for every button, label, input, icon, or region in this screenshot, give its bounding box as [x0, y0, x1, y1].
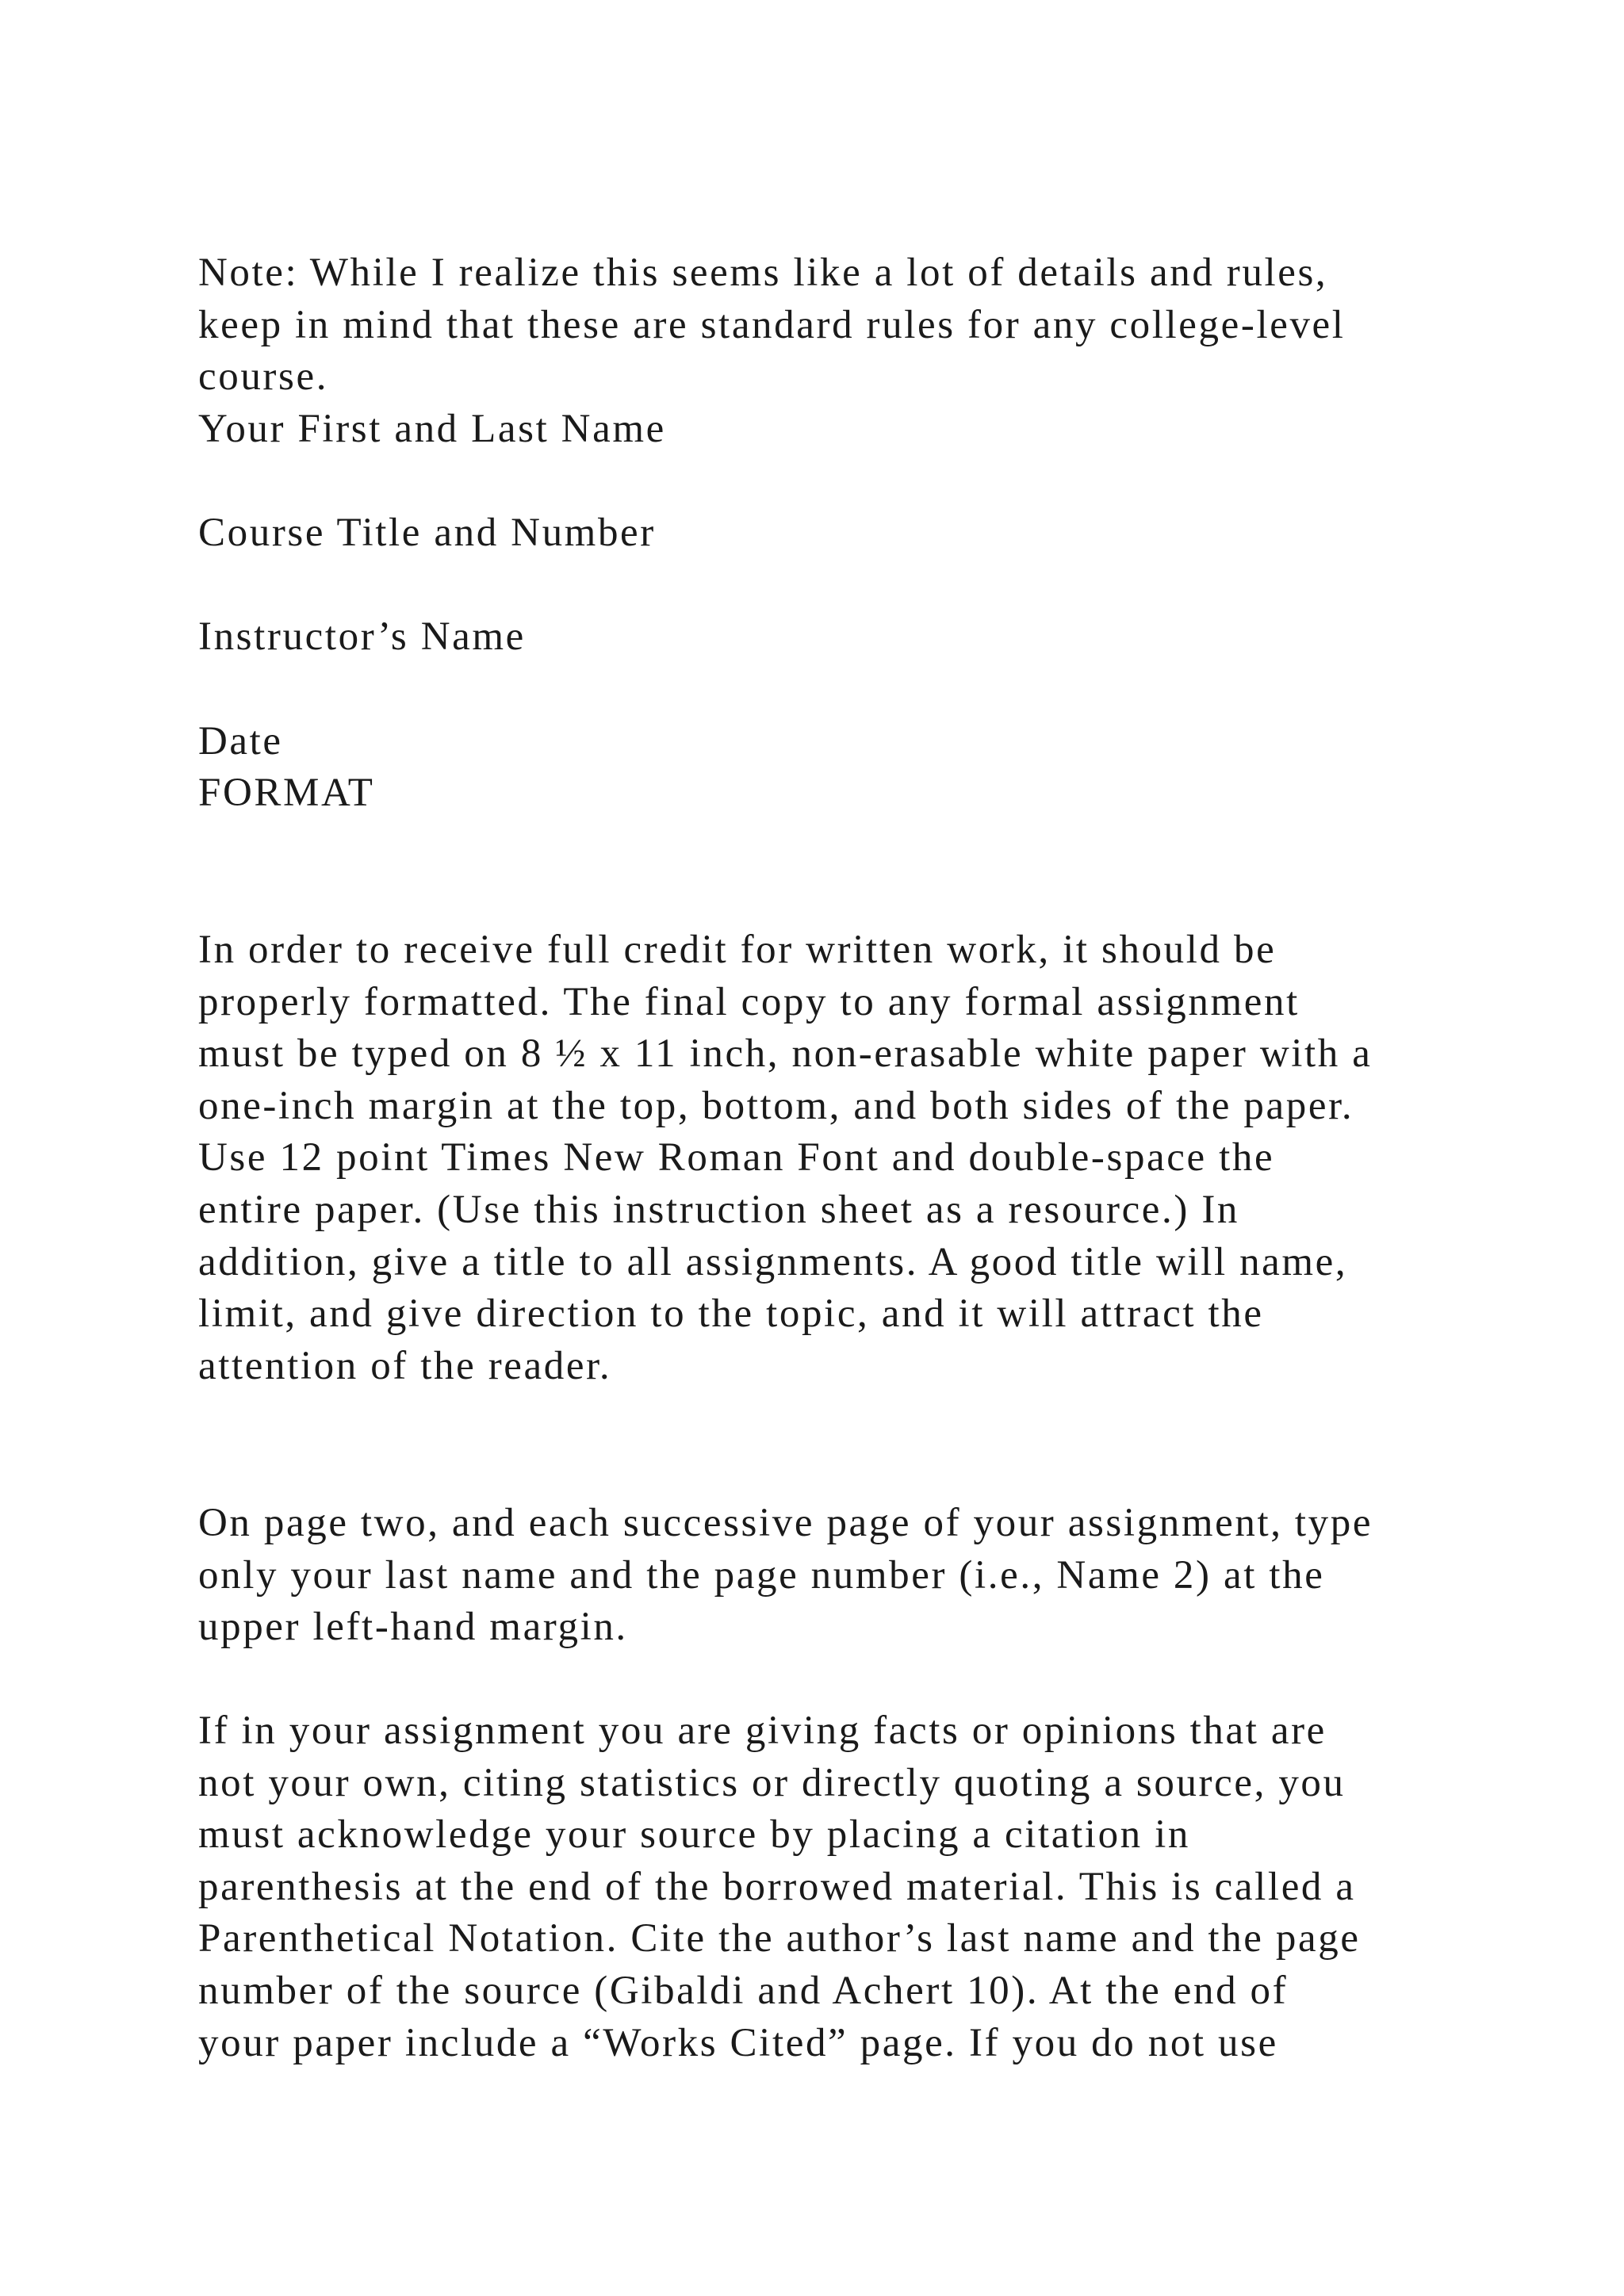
- paragraph-line: only your last name and the page number (i.e., Name 2) at the: [198, 1552, 1325, 1598]
- format-paragraph: [198, 924, 1530, 1392]
- paragraph-line: must acknowledge your source by placing a citation in: [198, 1812, 1190, 1858]
- paragraph-line: properly formatted. The final copy to any formal assignment: [198, 979, 1300, 1024]
- paragraph-line: upper left-hand margin.: [198, 1605, 628, 1650]
- paragraph-line: If in your assignment you are giving facts or opinions that are: [198, 1709, 1327, 1753]
- header-date-field: Date: [198, 718, 283, 763]
- header-instructor-field: Instructor’s Name: [198, 614, 526, 660]
- paragraph-line: not your own, citing statistics or directly quoting a source, you: [198, 1760, 1346, 1805]
- page-two-paragraph: [198, 1498, 1530, 1654]
- paragraph-line: On page two, and each successive page of your assignment, type: [198, 1501, 1373, 1545]
- paragraph-line: limit, and give direction to the topic, and it will attract the: [198, 1292, 1264, 1337]
- paragraph-line: must be typed on 8 ½ x 11 inch, non-erasable white paper with a: [198, 1031, 1373, 1077]
- paragraph-line: Parenthetical Notation. Cite the author’s last name and the page: [198, 1916, 1361, 1961]
- header-name-field: Your First and Last Name: [198, 407, 666, 451]
- note-line: Note: While I realize this seems like a lot of details and rules,: [198, 251, 1328, 295]
- header-fields: [198, 404, 1530, 820]
- paragraph-line: parenthesis at the end of the borrowed material. This is called a: [198, 1864, 1356, 1909]
- note-paragraph: [198, 247, 1530, 404]
- paragraph-line: entire paper. (Use this instruction sheet as a resource.) In: [198, 1187, 1240, 1232]
- paragraph-line: In order to receive full credit for written work, it should be: [198, 928, 1277, 972]
- paragraph-line: Use 12 point Times New Roman Font and double-space the: [198, 1135, 1275, 1181]
- citation-paragraph: [198, 1705, 1530, 2069]
- paragraph-line: one-inch margin at the top, bottom, and both sides of the paper.: [198, 1083, 1354, 1128]
- paragraph-line: attention of the reader.: [198, 1343, 612, 1388]
- section-title: FORMAT: [198, 771, 375, 816]
- note-line: keep in mind that these are standard rules for any college-level: [198, 302, 1346, 347]
- paragraph-line: number of the source (Gibaldi and Achert 10). At the end of: [198, 1968, 1289, 2013]
- note-line: course.: [198, 354, 329, 400]
- paragraph-line: addition, give a title to all assignments. A good title will name,: [198, 1239, 1348, 1284]
- paragraph-line: your paper include a “Works Cited” page. If you do not use: [198, 2020, 1278, 2065]
- header-course-field: Course Title and Number: [198, 511, 656, 556]
